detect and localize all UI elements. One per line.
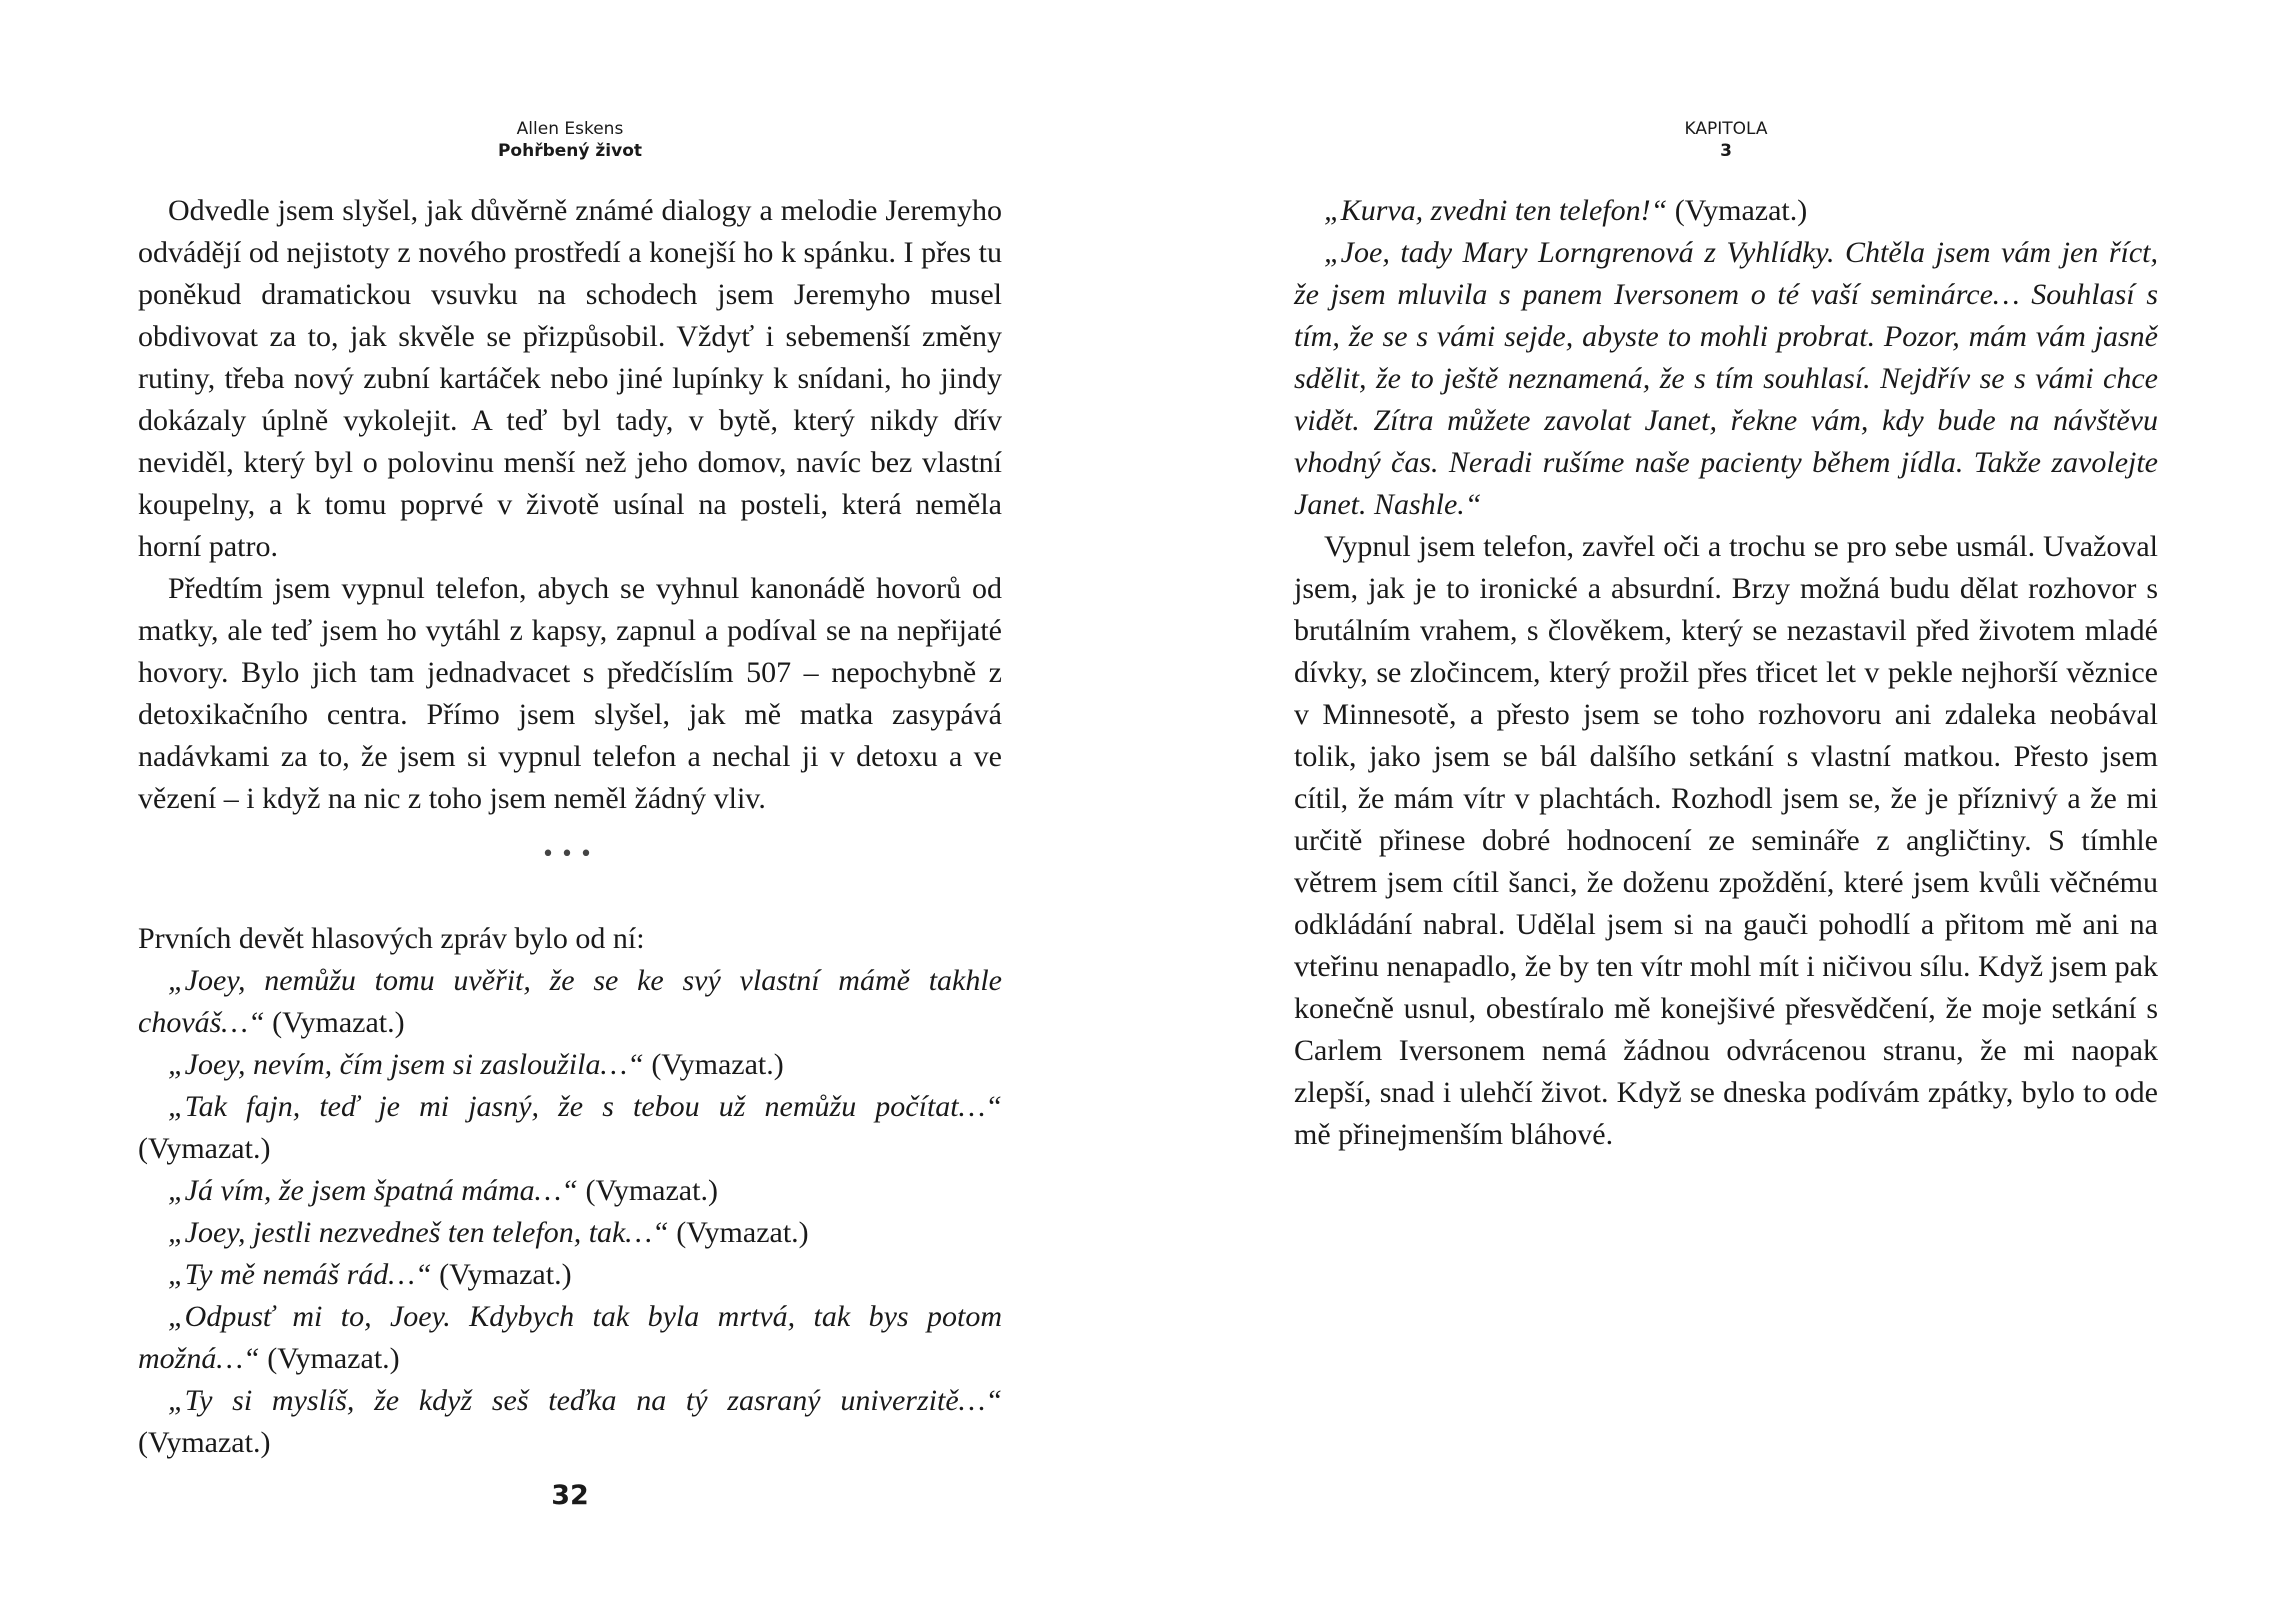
- voicemail-action: (Vymazat.): [138, 1132, 271, 1165]
- voicemail-action: (Vymazat.): [264, 1006, 405, 1039]
- running-head-left: [138, 118, 1002, 162]
- header-chapter-number: 3: [1720, 141, 1732, 161]
- voicemail-message: [138, 1254, 1002, 1296]
- right-page: [1142, 0, 2284, 1615]
- left-text-block: [138, 190, 1002, 1464]
- voicemail-quote: „Joey, nemůžu tomu uvěřit, že se ke svý vlastní mámě takhle chováš…“: [138, 964, 1002, 1039]
- header-chapter-label: KAPITOLA: [1684, 119, 1768, 139]
- voicemail-quote: „Ty mě nemáš rád…“: [168, 1258, 432, 1291]
- running-head-right: [1294, 118, 2158, 162]
- voicemail-quote: „Ty si myslíš, že když seš teďka na tý zasraný univerzitě…“: [168, 1384, 1002, 1417]
- voicemail-message: [138, 1170, 1002, 1212]
- messages-intro: Prvních devět hlasových zpráv bylo od ní:: [138, 922, 645, 955]
- voicemail-message: [138, 1296, 1002, 1380]
- voicemail-action: (Vymazat.): [138, 1426, 271, 1459]
- voicemail-message: [138, 960, 1002, 1044]
- voicemail-action: (Vymazat.): [259, 1342, 400, 1375]
- voicemail-message: [138, 1086, 1002, 1170]
- voicemail-action: (Vymazat.): [668, 1216, 809, 1249]
- voicemail-message: [138, 1380, 1002, 1464]
- page-number: 32: [551, 1480, 589, 1511]
- header-book-title: Pohřbený život: [497, 141, 643, 161]
- voicemail-action: (Vymazat.): [578, 1174, 718, 1207]
- header-author: Allen Eskens: [516, 119, 624, 139]
- paragraph: Předtím jsem vypnul telefon, abych se vyhnul kanonádě hovorů od matky, ale teď jsem ho vytáhl z kapsy, zapnul a podíval se na nepřijaté hovory. Bylo jich tam jednadvacet s předčíslím 507 – nepochybně z detoxikačního centra. Přímo jsem slyšel, jak mě matka zasypává nadávkami za to, že jsem si vypnul telefon a nechal ji v detoxu a ve vězení – i když na nic z toho jsem neměl žádný vliv.: [138, 572, 1002, 815]
- voicemail-quote: „Joey, jestli nezvedneš ten telefon, tak…“: [168, 1216, 669, 1249]
- right-text-block: [1294, 190, 2158, 1156]
- voicemail-quote: „Odpusť mi to, Joey. Kdybych tak byla mrtvá, tak bys potom možná…“: [138, 1300, 1002, 1375]
- voicemail-quote: „Já vím, že jsem špatná máma…“: [168, 1174, 578, 1207]
- voicemail-quote: „Joey, nevím, čím jsem si zasloužila…“: [168, 1048, 644, 1081]
- voicemail-message: [1294, 232, 2158, 526]
- voicemail-action: (Vymazat.): [431, 1258, 572, 1291]
- voicemail-quote: „Tak fajn, teď je mi jasný, že s tebou už nemůžu počítat…“: [168, 1090, 1002, 1123]
- voicemail-message: [138, 1212, 1002, 1254]
- voicemail-message: [1294, 190, 2158, 232]
- section-separator: •••: [541, 842, 599, 867]
- voicemail-quote: „Joe, tady Mary Lorngrenová z Vyhlídky. Chtěla jsem vám jen říct, že jsem mluvila s panem Iversonem o té vaší seminárce… Souhlasí s tím, že se s vámi sejde, abyste to mohli probrat. Pozor, mám vám jasně sdělit, že to ještě neznamená, že s tím souhlasí. Nejdřív se s vámi chce vidět. Zítra můžete zavolat Janet, řekne vám, kdy bude na návštěvu vhodný čas. Neradi rušíme naše pacienty během jídla. Takže zavolejte Janet. Nashle.“: [1294, 236, 2158, 521]
- voicemail-message: [138, 1044, 1002, 1086]
- voicemail-action: (Vymazat.): [643, 1048, 784, 1081]
- paragraph: Vypnul jsem telefon, zavřel oči a trochu se pro sebe usmál. Uvažoval jsem, jak je to ironické a absurdní. Brzy možná budu dělat rozhovor s brutálním vrahem, s člověkem, který se nezastavil před životem mladé dívky, se zločincem, který prožil přes třicet let v pekle nejhorší věznice v Minnesotě, a přesto jsem se toho rozhovoru ani zdaleka neobával tolik, jako jsem se bál dalšího setkání s vlastní matkou. Přesto jsem cítil, že mám vítr v plachtách. Rozhodl jsem se, že je příznivý a že mi určitě přinese dobré hodnocení ze semináře z angličtiny. S tímhle větrem jsem cítil šanci, že doženu zpoždění, které jsem kvůli věčnému odkládání nabral. Udělal jsem si na gauči pohodlí a přitom mě ani na vteřinu nenapadlo, že by ten vítr mohl mít i ničivou sílu. Když jsem pak konečně usnul, obestíralo mě konejšivé přesvědčení, že moje setkání s Carlem Iversonem nemá žádnou odvrácenou stranu, že mi naopak zlepší, snad i ulehčí život. Když se dneska podívám zpátky, bylo to ode mě přinejmenším bláhové.: [1294, 530, 2158, 1151]
- voicemail-quote: „Kurva, zvedni ten telefon!“: [1324, 194, 1668, 227]
- paragraph: Odvedle jsem slyšel, jak důvěrně známé dialogy a melodie Jeremyho odvádějí od nejistoty z nového prostředí a konejší ho k spánku. I přes tu poněkud dramatickou vsuvku na schodech jsem Jeremyho musel obdivovat za to, jak skvěle se přizpůsobil. Vždyť i sebemenší změny rutiny, třeba nový zubní kartáček nebo jiné lupínky k snídani, ho jindy dokázaly úplně vykolejit. A teď byl tady, v bytě, který nikdy dřív neviděl, který byl o polovinu menší než jeho domov, navíc bez vlastní koupelny, a k tomu poprvé v životě usínal na posteli, která neměla horní patro.: [138, 194, 1002, 563]
- voicemail-action: (Vymazat.): [1667, 194, 1808, 227]
